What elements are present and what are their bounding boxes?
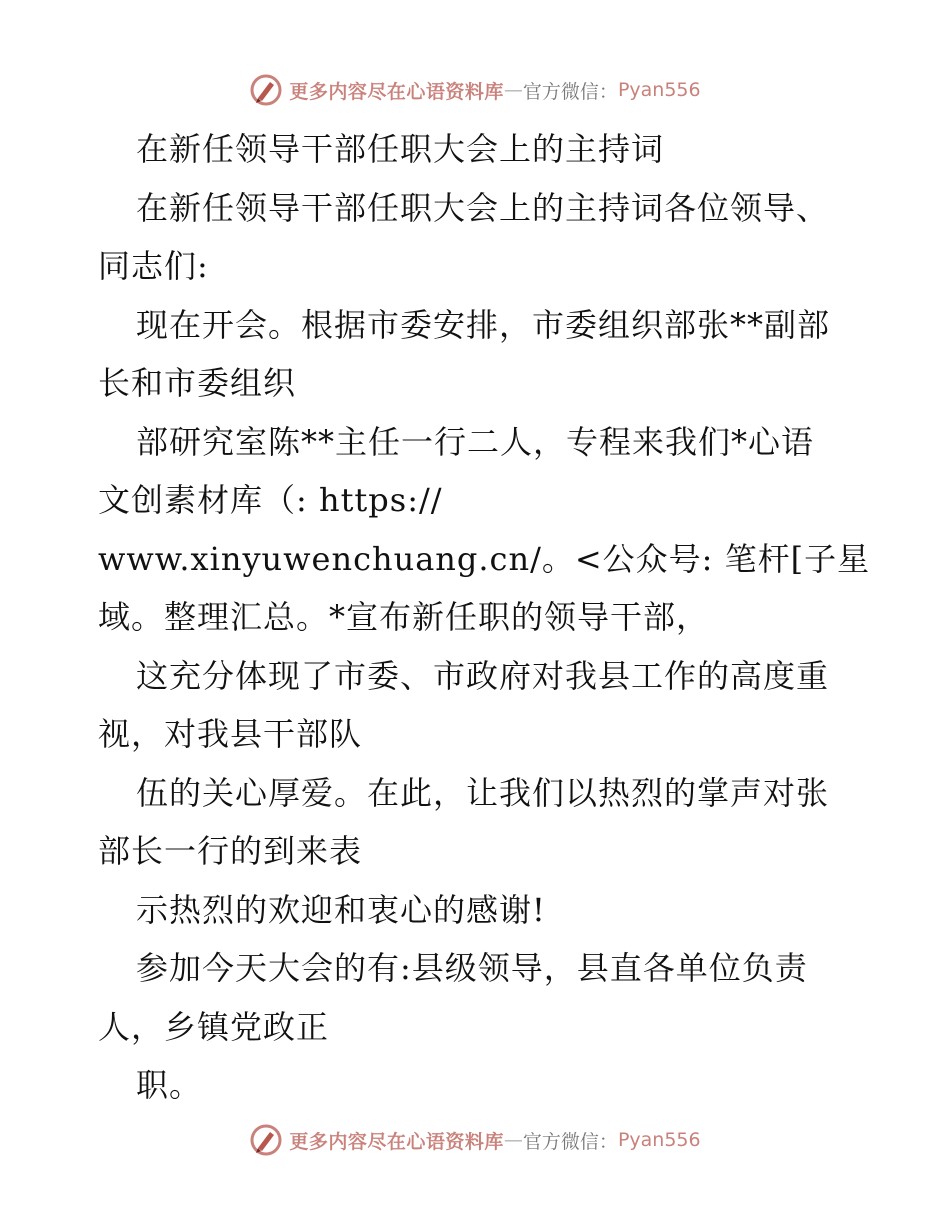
banner-separator: — xyxy=(503,1129,523,1151)
paragraph-line: 长和市委组织 xyxy=(98,364,297,402)
banner-text: 更多内容尽在心语资料库 xyxy=(289,80,504,103)
banner-wechat-label: 官方微信： xyxy=(522,80,618,103)
banner-text: 更多内容尽在心语资料库 xyxy=(289,1130,504,1153)
paragraph-line: 示热烈的欢迎和衷心的感谢! xyxy=(136,890,546,929)
paragraph-line: 视，对我县干部队 xyxy=(98,715,363,753)
banner-wechat-label: 官方微信： xyxy=(522,1130,618,1153)
paragraph-line: 人，乡镇党政正 xyxy=(98,1007,330,1046)
header-banner xyxy=(0,70,950,110)
paragraph-line: 同志们: xyxy=(98,247,209,285)
banner-wechat-id: Pyan556 xyxy=(617,79,701,101)
paragraph-line: 职。 xyxy=(136,1066,203,1104)
paragraph-line: 参加今天大会的有:县级领导，县直各单位负责 xyxy=(136,949,808,987)
paragraph-line: 文创素材库（: https:// xyxy=(98,481,443,519)
banner-wechat-id: Pyan556 xyxy=(617,1129,701,1151)
paragraph-line: 现在开会。根据市委安排，市委组织部张**副部 xyxy=(136,305,831,344)
paragraph-line: 部研究室陈**主任一行二人，专程来我们*心语 xyxy=(136,422,815,461)
document-title: 在新任领导干部任职大会上的主持词 xyxy=(136,130,665,168)
paragraph-line: 伍的关心厚爱。在此，让我们以热烈的掌声对张 xyxy=(136,773,830,812)
paragraph-line: www.xinyuwenchuang.cn/。<公众号: 笔杆[子星 xyxy=(98,539,871,578)
paragraph-line: 在新任领导干部任职大会上的主持词各位领导、 xyxy=(136,188,830,227)
pen-logo-icon xyxy=(249,73,283,107)
footer-banner xyxy=(0,1120,950,1160)
document-body xyxy=(98,120,871,1115)
paragraph-line: 部长一行的到来表 xyxy=(98,832,363,870)
pen-logo-icon xyxy=(249,1123,283,1157)
paragraph-line: 域。整理汇总。*宣布新任职的领导干部， xyxy=(98,598,710,636)
paragraph-line: 这充分体现了市委、市政府对我县工作的高度重 xyxy=(136,656,830,695)
banner-separator: — xyxy=(503,79,523,101)
